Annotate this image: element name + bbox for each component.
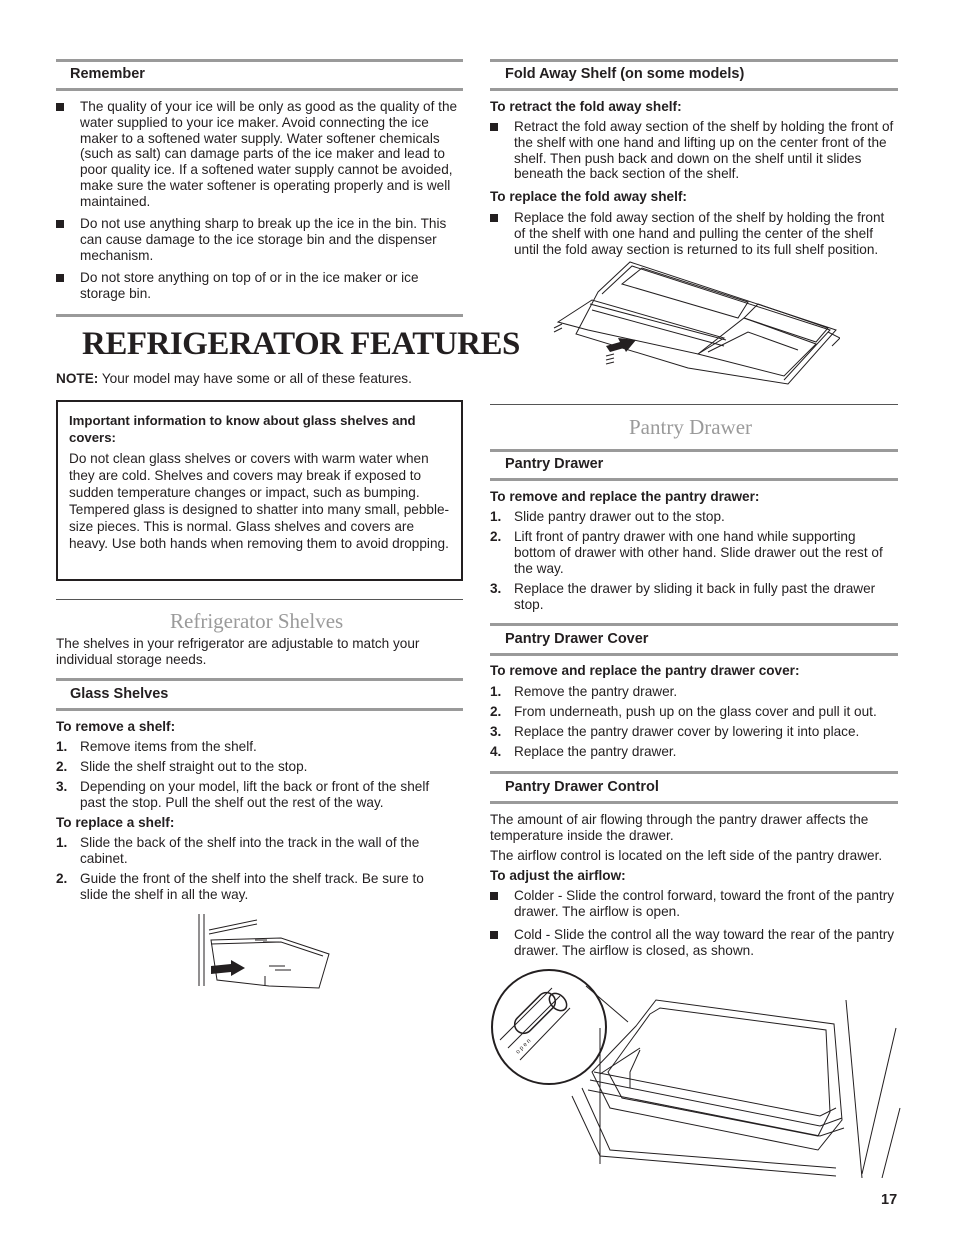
arrow-icon (606, 338, 636, 352)
remove-step-2: Slide the shelf straight out to the stop. (80, 759, 308, 774)
remember-heading: Remember (70, 66, 145, 82)
list-item: 1. Slide pantry drawer out to the stop. (490, 509, 725, 524)
list-item (490, 888, 898, 920)
glass-bottom-rule (56, 708, 463, 711)
foldaway-heading: Fold Away Shelf (on some models) (505, 66, 745, 82)
control-subheading: Pantry Drawer Control (505, 779, 659, 795)
list-item: 2. Lift front of pantry drawer with one hand while supporting bottom of drawer with other hand. Slide drawer out the rest of the way. (490, 529, 898, 577)
shelves-intro: The shelves in your refrigerator are adjustable to match your individual storage needs. (56, 636, 420, 667)
replace-foldaway-text: Replace the fold away section of the shelf by holding the front of the shelf with one hand and pulling the center of the shelf until the fold away section is returned to its full shelf position. (514, 210, 885, 257)
bullet-icon (490, 123, 498, 131)
list-item (56, 270, 463, 304)
section-heading-shelves: Refrigerator Shelves (170, 609, 344, 633)
drawer-step-1: Slide pantry drawer out to the stop. (514, 509, 725, 524)
cover-label: To remove and replace the pantry drawer cover: (490, 663, 800, 678)
svg-text:o p e n: o p e n (515, 1038, 533, 1056)
note-label: NOTE: (56, 371, 99, 386)
remember-bullet-2: Do not use anything sharp to break up the ice in the bin. This can cause damage to the ice storage bin and the dispenser mechanism. (80, 216, 447, 263)
section-heading-pantry: Pantry Drawer (629, 415, 753, 439)
replace-step-1: Slide the back of the shelf into the track in the wall of the cabinet. (80, 835, 420, 866)
glass-top-rule (56, 678, 463, 681)
adjust-label: To adjust the airflow: (490, 868, 626, 883)
control-paragraph-1: The amount of air flowing through the pantry drawer affects the temperature inside the drawer. (490, 812, 869, 843)
list-item: 2. Guide the front of the shelf into the shelf track. Be sure to slide the shelf in all the way. (56, 871, 463, 903)
list-item: 1. Slide the back of the shelf into the track in the wall of the cabinet. (56, 835, 463, 867)
remember-bullet-1: The quality of your ice will be only as good as the quality of the water supplied to your ice maker. Avoid connecting the ice maker to a softened water supply. Water softener chemicals (such as salt) can damage parts of the ice maker and lead to poor quality ice. If a softened water supply cannot be avoided, make sure the water softener is operating properly and is well maintained. (80, 99, 458, 209)
replace-foldaway-label: To replace the fold away shelf: (490, 189, 687, 204)
warning-text: Do not clean glass shelves or covers with warm water when they are cold. Shelves and covers may break if exposed to sudden temperature changes or impact, such as bumping. Tempered glass is designed to shatter into many small, pebble-size pieces. This is normal. Glass shelves and covers are heavy. Use both hands when removing them to avoid dropping. (69, 451, 450, 551)
remember-bullet-3: Do not store anything on top of or in the ice maker or ice storage bin. (80, 270, 419, 301)
page-number: 17 (881, 1192, 898, 1208)
list-item: 1. Remove items from the shelf. (56, 739, 257, 754)
drawer-step-2: Lift front of pantry drawer with one hand while supporting bottom of drawer with other hand. Slide drawer out the rest of the way. (514, 529, 883, 576)
list-item: 3. Replace the drawer by sliding it back in fully past the drawer stop. (490, 581, 898, 613)
drawer-step-3: Replace the drawer by sliding it back in fully past the drawer stop. (514, 581, 876, 612)
replace-step-2: Guide the front of the shelf into the shelf track. Be sure to slide the shelf in all the way. (80, 871, 424, 902)
pantry-drawer-illustration (490, 968, 910, 1178)
cover-step-3: Replace the pantry drawer cover by lowering it into place. (514, 724, 860, 739)
foldaway-top-rule (490, 59, 898, 62)
remember-top-rule (56, 59, 463, 62)
bullet-icon (490, 931, 498, 939)
list-item: 1. Remove the pantry drawer. (490, 684, 678, 699)
features-rule (56, 314, 463, 317)
remember-bottom-rule (56, 88, 463, 91)
remove-step-3: Depending on your model, lift the back or front of the shelf past the stop. Pull the shelf out the rest of the way. (80, 779, 430, 810)
pantry-bottom-rule (490, 478, 898, 481)
list-item (56, 216, 463, 264)
bullet-icon (490, 214, 498, 222)
list-item: 2. Slide the shelf straight out to the stop. (56, 759, 308, 774)
glass-warning-box (56, 400, 463, 581)
pantry-rule (490, 404, 898, 405)
list-item (490, 210, 898, 258)
shelves-rule (56, 599, 463, 600)
bullet-icon (56, 220, 64, 228)
list-item: 4. Replace the pantry drawer. (490, 744, 677, 759)
cover-step-4: Replace the pantry drawer. (514, 744, 677, 759)
glass-shelf-illustration (195, 910, 335, 990)
pantry-top-rule (490, 449, 898, 452)
list-item (490, 119, 898, 183)
list-item: 2. From underneath, push up on the glass cover and pull it out. (490, 704, 877, 719)
control-top-rule (490, 771, 898, 774)
replace-shelf-label: To replace a shelf: (56, 815, 175, 830)
cover-top-rule (490, 623, 898, 626)
adjust-bullet-2: Cold - Slide the control all the way toward the rear of the pantry drawer. The airflow is closed, as shown. (514, 927, 895, 958)
list-item: 3. Depending on your model, lift the back or front of the shelf past the stop. Pull the shelf out the rest of the way. (56, 779, 463, 811)
foldaway-bottom-rule (490, 88, 898, 91)
adjust-bullet-1: Colder - Slide the control forward, toward the front of the pantry drawer. The airflow is open. (514, 888, 895, 919)
bullet-icon (56, 274, 64, 282)
drawer-label: To remove and replace the pantry drawer: (490, 489, 760, 504)
warning-title: Important information to know about glass shelves and covers: (69, 413, 416, 445)
glass-heading: Glass Shelves (70, 686, 169, 702)
list-item (490, 927, 898, 959)
fold-away-shelf-illustration (548, 258, 840, 388)
cover-step-2: From underneath, push up on the glass cover and pull it out. (514, 704, 877, 719)
retract-label: To retract the fold away shelf: (490, 99, 682, 114)
remove-step-1: Remove items from the shelf. (80, 739, 257, 754)
pantry-subheading: Pantry Drawer (505, 456, 604, 472)
control-paragraph-2: The airflow control is located on the left side of the pantry drawer. (490, 848, 883, 863)
remove-shelf-label: To remove a shelf: (56, 719, 176, 734)
page-title: REFRIGERATOR FEATURES (82, 326, 520, 362)
features-note (56, 371, 463, 387)
list-item: 3. Replace the pantry drawer cover by lowering it into place. (490, 724, 860, 739)
cover-step-1: Remove the pantry drawer. (514, 684, 678, 699)
list-item (56, 99, 463, 209)
bullet-icon (490, 892, 498, 900)
retract-text: Retract the fold away section of the shelf by holding the front of the shelf with one hand and lifting up on the center front of the shelf. Then push back and down on the shelf until it slides beneath the back section of the shelf. (514, 119, 894, 182)
cover-bottom-rule (490, 653, 898, 656)
note-text: Your model may have some or all of these features. (98, 371, 412, 386)
cover-subheading: Pantry Drawer Cover (505, 631, 649, 647)
control-bottom-rule (490, 801, 898, 804)
bullet-icon (56, 103, 64, 111)
